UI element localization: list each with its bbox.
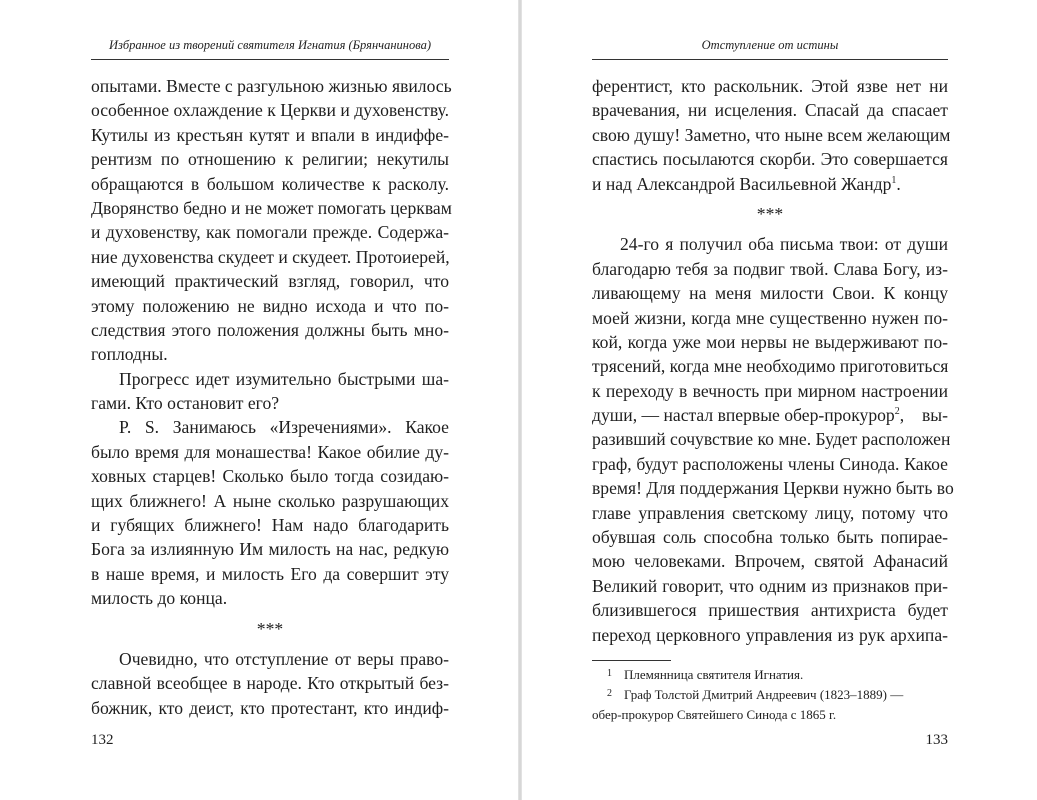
text-line: и губящих ближнего! Нам надо благодарить: [91, 515, 449, 536]
text-line: Бога за излиянную Им милость на нас, редкую: [91, 539, 449, 560]
footnote-rule: [592, 660, 671, 661]
text-line: мою человеками. Впрочем, святой Афанасий: [592, 551, 948, 572]
text-line: обращаются в большом количестве к расколу.: [91, 173, 449, 194]
text-fragment: .: [896, 173, 901, 194]
text-line: Прогресс идет изумительно быстрыми ша-: [119, 368, 449, 389]
text-line: опытами. Вместе с разгульною жизнью явилось: [91, 76, 452, 96]
text-line: милость до конца.: [91, 588, 228, 609]
text-line: 24-го я получил оба письма твои: от души: [620, 234, 948, 255]
right-page: [592, 0, 954, 800]
text-fragment: вы-: [922, 405, 948, 426]
footnote-ref-1: 1: [891, 174, 897, 186]
footnote-ref-2: 2: [894, 406, 900, 418]
text-line: время! Для поддержания Церкви нужно быть во: [592, 478, 954, 499]
text-line: и духовенству, как помогали прежде. Содержа-: [91, 222, 449, 243]
right-page-body: [592, 74, 954, 647]
text-line: особенное охлаждение к Церкви и духовенству.: [91, 100, 449, 121]
text-line: гами. Кто остановит его?: [91, 393, 280, 414]
footnote-2: [592, 684, 948, 725]
text-line: к переходу в вечность при мирном настроении: [592, 380, 948, 401]
text-line: ховных старцев! Сколько было тогда созидаю-: [91, 466, 449, 487]
text-fragment: ,: [899, 405, 905, 426]
text-line: спастись посылаются скорби. Это совершается: [592, 149, 948, 170]
text-line: граф, будут расположены члены Синода. Какое: [592, 453, 948, 474]
text-line: Великий говорит, что одним из признаков при-: [592, 575, 948, 596]
text-line: Дворянство бедно и не может помогать церквам: [91, 197, 452, 218]
text-line: свою душу! Заметно, что ныне всем желающим: [592, 124, 951, 145]
running-header-right: Отступление от истины: [701, 38, 839, 52]
text-line: рентизм по отношению к религии; некутилы: [91, 149, 449, 170]
text-line: [592, 403, 948, 427]
text-line: благодарю тебя за подвиг твой. Слава Богу, из-: [592, 258, 948, 279]
text-line: в наше время, и милость Его да совершит эту: [91, 563, 449, 584]
page-number-right: 133: [925, 732, 948, 748]
section-separator: ***: [256, 618, 284, 639]
footnote-text: Граф Толстой Дмитрий Андреевич (1823–1889) —: [624, 687, 904, 702]
text-line: близившегося пришествия антихриста будет: [592, 600, 948, 621]
text-line: ние духовенства скудеет и скудеет. Протоиерей,: [91, 246, 450, 267]
footnote-1: [592, 664, 948, 685]
text-line: врачевания, ни исцеления. Спасай да спасает: [592, 100, 948, 121]
text-line: следствия этого положения должны быть мно-: [91, 319, 449, 340]
text-line: моей жизни, когда мне существенно нужен по-: [592, 307, 948, 328]
text-line: было время для монашества! Какое обилие ду-: [91, 441, 449, 462]
footnote-text: Племянница святителя Игнатия.: [624, 667, 804, 682]
text-fragment: и над Александрой Васильевной Жандр: [592, 173, 892, 194]
left-page: [91, 0, 452, 800]
text-line: кой, когда уже мои нервы не выдерживают по-: [592, 331, 948, 352]
text-line: обувшая соль способна только быть попирае-: [592, 527, 948, 548]
text-fragment: [592, 403, 904, 427]
running-header-left: Избранное из творений святителя Игнатия (Брянчанинова): [108, 38, 432, 52]
text-line: этому положению не видно исхода и что по-: [91, 295, 449, 316]
text-line: божник, кто деист, кто протестант, кто индиф-: [91, 697, 449, 718]
text-line: гоплодны.: [91, 344, 168, 365]
text-fragment: души, — настал впервые обер-прокурор: [592, 405, 895, 426]
left-page-body: [91, 74, 452, 720]
text-line: щих ближнего! А ныне сколько разрушающих: [91, 490, 449, 511]
text-line: переход церковного управления из рук архипа-: [592, 624, 948, 645]
header-rule-left: [91, 59, 449, 60]
text-line: разивший сочувствие ко мне. Будет расположен: [592, 429, 951, 450]
footnote-number: 2: [607, 688, 612, 699]
text-line: главе управления светскому лицу, потому что: [592, 502, 948, 523]
text-line: ферентист, кто раскольник. Этой язве нет ни: [592, 76, 948, 96]
footnote-number: 1: [607, 668, 612, 679]
footnote-text-continued: обер-прокурор Святейшего Синода с 1865 г.: [592, 707, 837, 722]
text-line: славной всеобщее в народе. Кто открытый без-: [91, 673, 449, 694]
text-line: Очевидно, что отступление от веры право-: [119, 648, 449, 669]
section-separator: ***: [756, 203, 784, 224]
page-number-left: 132: [91, 732, 114, 748]
book-gutter: [518, 0, 522, 800]
header-rule-right: [592, 59, 948, 60]
text-line: P. S. Занимаюсь «Изречениями». Какое: [119, 417, 449, 438]
text-line: имеющий практический взгляд, говорил, что: [91, 271, 449, 292]
text-line: ливающему на меня милости Свои. К концу: [592, 283, 948, 304]
text-line: Кутилы из крестьян кутят и впали в индиффе-: [91, 124, 449, 145]
text-line: [592, 172, 948, 196]
text-line: трясений, когда мне необходимо приготовиться: [592, 356, 949, 377]
